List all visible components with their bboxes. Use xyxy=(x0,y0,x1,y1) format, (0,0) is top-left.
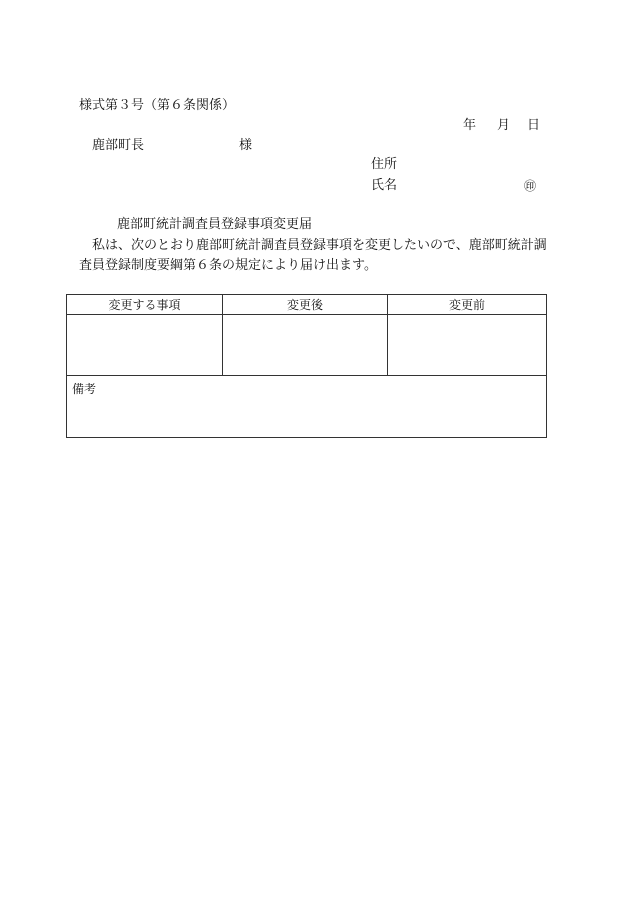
cell-after-change[interactable] xyxy=(223,315,388,376)
header-item-changed: 変更する事項 xyxy=(67,295,223,315)
table-header-row xyxy=(67,295,547,315)
name-label: 氏名 xyxy=(371,178,398,193)
date-year-label: 年 xyxy=(463,118,477,133)
cell-before-change[interactable] xyxy=(388,315,547,376)
address-label: 住所 xyxy=(371,157,398,172)
remarks-label: 備考 xyxy=(72,382,97,396)
cell-item-changed[interactable] xyxy=(67,315,223,376)
addressee: 鹿部町長 xyxy=(92,138,145,153)
form-number: 様式第３号（第６条関係） xyxy=(79,98,236,113)
change-table xyxy=(66,294,547,438)
table-row xyxy=(67,315,547,376)
remarks-cell[interactable] xyxy=(67,376,547,438)
seal-mark: ㊞ xyxy=(524,179,537,193)
honorific: 様 xyxy=(239,138,253,153)
body-text: 私は、次のとおり鹿部町統計調査員登録事項を変更したいので、鹿部町統計調査員登録制度要綱第６条の規定により届け出ます。 xyxy=(79,238,547,273)
remarks-row xyxy=(67,376,547,438)
header-before-change: 変更前 xyxy=(388,295,547,315)
document-title: 鹿部町統計調査員登録事項変更届 xyxy=(117,217,313,232)
date-day-label: 日 xyxy=(527,118,541,133)
header-after-change: 変更後 xyxy=(223,295,388,315)
date-month-label: 月 xyxy=(497,118,511,133)
